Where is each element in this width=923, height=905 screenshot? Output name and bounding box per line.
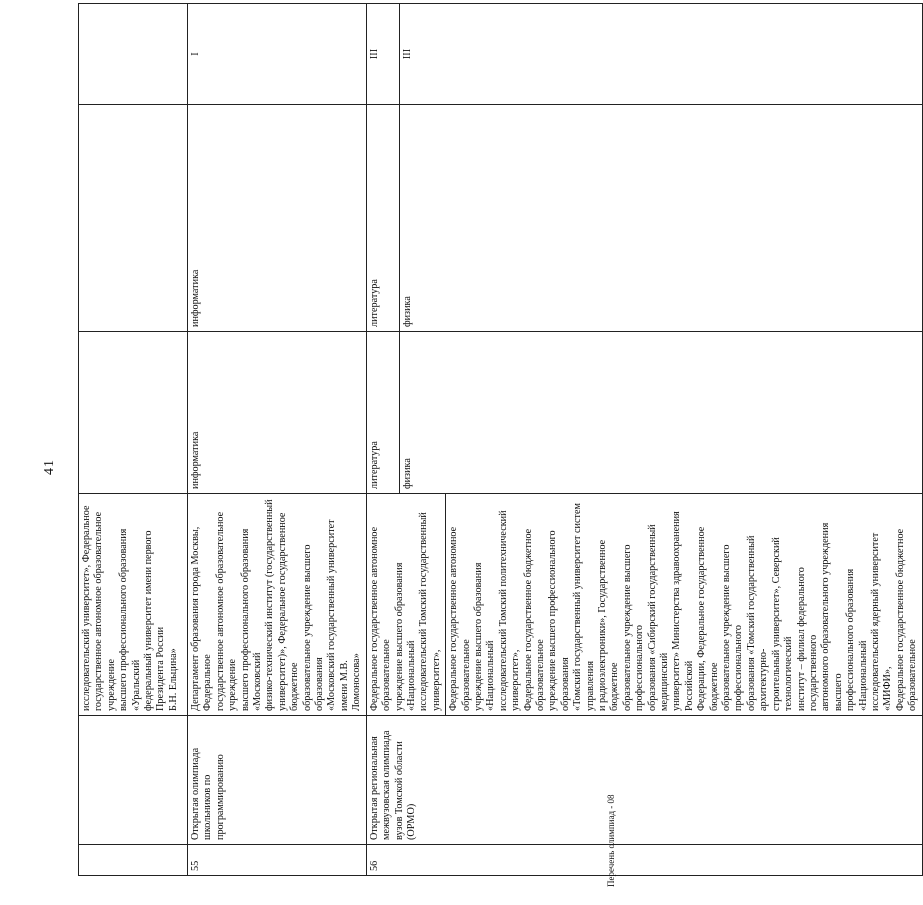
footer-label: Перечень олимпиад - 08: [606, 794, 616, 887]
profile-cell: литература: [366, 105, 399, 332]
organizer-line: Федеральное государственное автономное образовательное: [368, 526, 393, 711]
table-row: [366, 4, 399, 876]
olympiad-name-cell: [79, 716, 188, 845]
organizer-line: университет» Министерства здравоохранения Российской: [671, 511, 695, 711]
organizer-line: исследовательский Томский политехнический университет»,: [497, 510, 522, 711]
level-cell: [79, 4, 188, 105]
row-number-cell: 56: [366, 845, 922, 876]
organizer-line: исследовательский университет», Федеральное: [81, 505, 92, 711]
organizer-line: Б.Н. Ельцина»: [167, 648, 179, 711]
organizer-line: институт – филиал федерального государственного: [795, 567, 819, 711]
olympiad-name-cell: Открытая региональная межвузовская олимпиада вузов Томской области (ОРМО): [366, 716, 922, 845]
profile-cell: физика: [399, 105, 922, 332]
organizer-cell: [79, 494, 188, 716]
organizer-line: учреждение высшего профессионального образования: [547, 530, 571, 711]
subject-cell: литература: [366, 332, 399, 494]
organizer-line: образовательное учреждение высшего профессионального: [621, 544, 646, 711]
row-number-cell: 55: [188, 845, 367, 876]
organizer-line: строительный университет», Северский технологический: [770, 537, 795, 711]
profile-cell: информатика: [188, 105, 367, 332]
organizer-line: Федеральное государственное бюджетное образовательное: [522, 528, 546, 711]
organizer-cell: [366, 494, 922, 716]
organizer-line: «Томский государственный университет систем управления: [572, 503, 596, 711]
table-row: [188, 4, 367, 876]
profile-cell: [79, 105, 188, 332]
organizer-line: образовательное учреждение высшего образования: [301, 544, 326, 711]
organizer-line: федеральный университет имени первого Президента России: [143, 530, 167, 711]
organizer-line: учреждение высшего образования «Национальный: [472, 562, 497, 711]
olympiad-table: [78, 3, 923, 876]
organizer-line: и радиоэлектроники», Государственное бюджетное: [597, 539, 621, 711]
row-number-cell: [79, 845, 188, 876]
organizer-line: Департамент образования города Москвы, Федеральное: [190, 526, 214, 711]
table-row: [79, 4, 188, 876]
subject-cell: [79, 332, 188, 494]
organizer-line: профессионального образования «Национальный: [845, 568, 869, 711]
organizer-line: «Московский государственный университет имени М.В.: [326, 519, 350, 711]
organizer-line: высшего профессионального образования «Московский: [239, 528, 264, 711]
organizer-line: Ломоносова»: [351, 653, 363, 711]
organizer-line: Федерации, Федеральное государственное бюджетное: [696, 526, 720, 711]
organizer-line: исследовательский ядерный университет «МИФИ»,: [869, 532, 894, 711]
organizer-line: Федеральное государственное бюджетное образовательное: [894, 528, 919, 711]
subject-cell: физика: [399, 332, 922, 494]
organizer-line: образования «Сибирский государственный медицинский: [646, 524, 671, 711]
organizer-divider: [445, 494, 446, 715]
organizer-line: Федеральное государственное автономное образовательное: [448, 526, 472, 711]
olympiad-name-cell: Открытая олимпиада школьников по программированию: [188, 716, 367, 845]
organizer-line: образования «Томский государственный архитектурно-: [745, 535, 770, 711]
level-cell: I: [188, 4, 367, 105]
level-cell: III: [366, 4, 399, 105]
organizer-line: государственное автономное образовательное учреждение: [93, 511, 117, 711]
organizer-line: высшего профессионального образования «Уральский: [118, 528, 142, 711]
organizer-cell: [188, 494, 367, 716]
organizer-line: учреждение высшего образования «Национальный: [393, 562, 417, 711]
level-cell: III: [399, 4, 922, 105]
organizer-line: физико-технический институт (государственный: [264, 499, 276, 711]
organizer-line: автономного образовательного учреждения высшего: [820, 522, 844, 711]
organizer-line: исследовательский Томский государственный университет»,: [418, 512, 442, 711]
organizer-line: государственное автономное образовательное учреждение: [214, 511, 239, 711]
organizer-line: образовательное учреждение высшего профессионального: [721, 544, 745, 711]
subject-cell: информатика: [188, 332, 367, 494]
page-number: 41: [42, 459, 57, 475]
organizer-line: университет)», Федеральное государственное бюджетное: [276, 512, 301, 711]
